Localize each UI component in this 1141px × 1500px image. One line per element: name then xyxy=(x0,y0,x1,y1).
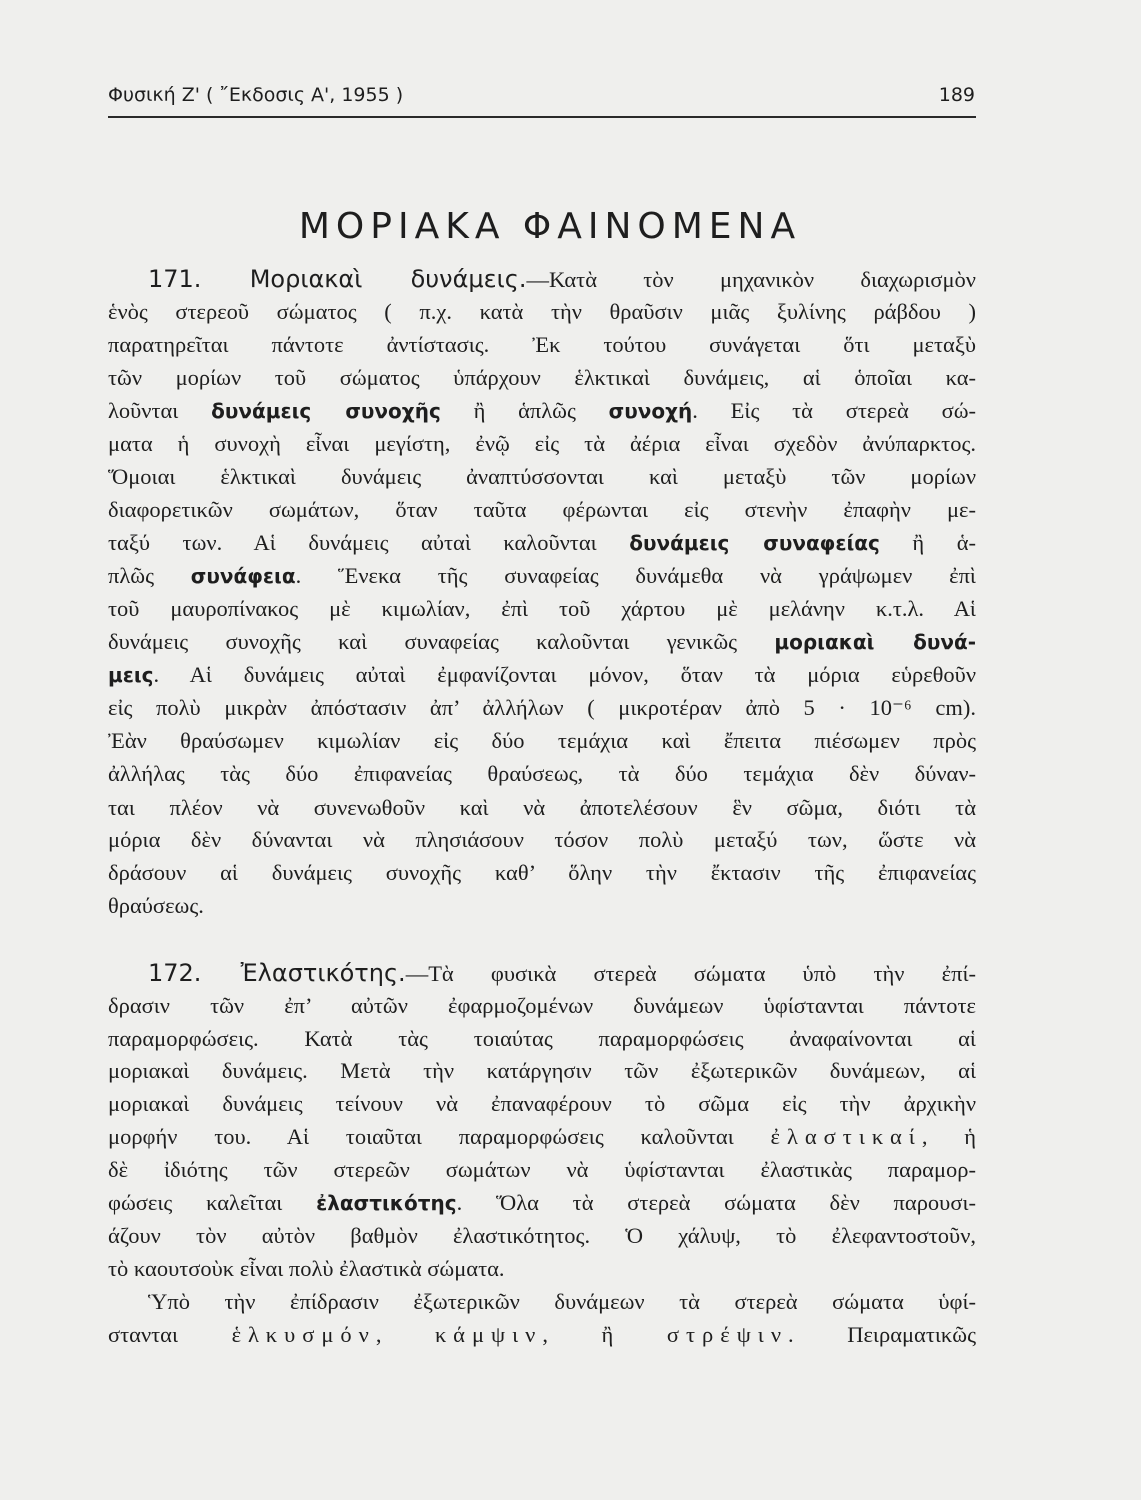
text-span: . Ἕνεκα τῆς συναφείας δυνάμεθα νὰ γράψωμεν ἐπὶ xyxy=(295,563,976,588)
text-line xyxy=(108,1122,976,1152)
text-line xyxy=(108,396,976,426)
running-header-title: Φυσική Ζ' ( ῎Εκδοσις Α', 1955 ) xyxy=(108,84,404,106)
text-span: λοῦνται xyxy=(108,398,212,423)
text-span: άζουν τὸν αὐτὸν βαθμὸν ἐλαστικότητος. Ὁ χάλυψ, τὸ ἐλεφαντοστοῦν, xyxy=(108,1223,976,1248)
bold-term: δυνάμεις συνοχῆς xyxy=(211,399,441,423)
page-number: 189 xyxy=(938,84,975,106)
text-span: μορφήν του. Αἱ τοιαῦται παραμορφώσεις καλοῦνται xyxy=(108,1124,771,1149)
text-line xyxy=(108,528,976,558)
text-span: . Εἰς τὰ στερεὰ σώ- xyxy=(692,398,977,423)
text-span: ἢ ἁ- xyxy=(879,530,976,555)
text-line xyxy=(108,958,976,989)
bold-term: δυνάμεις συναφείας xyxy=(629,531,880,555)
text-span: δρασιν τῶν ἐπ’ αὐτῶν ἐφαρμοζομένων δυνάμεων ὑφίστανται πάντοτε xyxy=(108,993,976,1018)
text-line xyxy=(108,858,976,888)
text-line xyxy=(108,1024,976,1054)
text-span: —Τὰ φυσικὰ στερεὰ σώματα ὑπὸ τὴν ἐπί- xyxy=(405,961,976,986)
text-line xyxy=(108,1221,976,1251)
text-span: παραμορφώσεις. Κατὰ τὰς τοιαύτας παραμορφώσεις ἀναφαίνονται αἱ xyxy=(108,1026,976,1051)
text-span: Ἐὰν θραύσωμεν κιμωλίαν εἰς δύο τεμάχια καὶ ἔπειτα πιέσωμεν πρὸς xyxy=(108,728,976,753)
text-span: , ἡ xyxy=(921,1124,976,1149)
bold-term: συνάφεια xyxy=(190,564,296,588)
section-heading: 172. Ἐλαστικότης. xyxy=(148,959,406,987)
text-span: ἢ ἁπλῶς xyxy=(440,398,609,423)
text-span: τὸ καουτσοὺκ εἶναι πολὺ ἐλαστικὰ σώματα. xyxy=(108,1256,505,1281)
bold-term: συνοχή xyxy=(608,399,693,423)
text-span: ταξύ των. Αἱ δυνάμεις αὐταὶ καλοῦνται xyxy=(108,530,630,555)
text-line xyxy=(108,991,976,1021)
header-rule xyxy=(108,116,976,118)
text-span: μόρια δὲν δύνανται νὰ πλησιάσουν τόσον πολὺ μεταξύ των, ὥστε νὰ xyxy=(108,827,976,852)
text-span: δυνάμεις συνοχῆς καὶ συναφείας καλοῦνται γενικῶς xyxy=(108,629,775,654)
bold-term: μοριακαὶ δυνά- xyxy=(774,630,976,654)
text-span: . Ὅλα τὰ στερεὰ σώματα δὲν παρουσι- xyxy=(456,1190,976,1215)
spaced-term: στρέψιν xyxy=(666,1322,789,1347)
text-span: , ἢ xyxy=(542,1322,667,1347)
text-span: πλῶς xyxy=(108,563,191,588)
text-line xyxy=(108,1320,976,1350)
text-line xyxy=(108,363,976,393)
text-span: εἰς πολὺ μικρὰν ἀπόστασιν ἀπ’ ἀλλήλων ( μικροτέραν ἀπὸ 5 · 10⁻⁶ cm). xyxy=(108,695,976,720)
text-line xyxy=(108,891,976,921)
text-line xyxy=(108,1089,976,1119)
text-line xyxy=(108,627,976,657)
text-span: . Πειραματικῶς xyxy=(788,1322,976,1347)
text-line xyxy=(108,495,976,525)
text-line xyxy=(108,429,976,459)
text-line xyxy=(108,1287,976,1317)
bold-term: ἐλαστικότης xyxy=(316,1191,457,1215)
text-line xyxy=(108,297,976,327)
text-line xyxy=(108,793,976,823)
text-line xyxy=(108,1056,976,1086)
text-line xyxy=(108,660,976,690)
spaced-term: ἑλκυσμόν xyxy=(231,1322,376,1347)
text-span: τῶν μορίων τοῦ σώματος ὑπάρχουν ἑλκτικαὶ δυνάμεις, αἱ ὁποῖαι κα- xyxy=(108,365,976,390)
text-line xyxy=(108,1155,976,1185)
text-line xyxy=(108,693,976,723)
text-span: δὲ ἰδιότης τῶν στερεῶν σωμάτων νὰ ὑφίστανται ἐλαστικὰς παραμορ- xyxy=(108,1157,976,1182)
text-span: δράσουν αἱ δυνάμεις συνοχῆς καθ’ ὅλην τὴν ἔκτασιν τῆς ἐπιφανείας xyxy=(108,860,976,885)
text-span: παρατηρεῖται πάντοτε ἀντίστασις. Ἐκ τούτου συνάγεται ὅτι μεταξὺ xyxy=(108,332,976,357)
text-span: , xyxy=(375,1322,436,1347)
text-span: . Αἱ δυνάμεις αὐταὶ ἐμφανίζονται μόνον, ὅταν τὰ μόρια εὑρεθοῦν xyxy=(153,662,976,687)
text-line xyxy=(108,330,976,360)
text-span: ται πλέον νὰ συνενωθοῦν καὶ νὰ ἀποτελέσουν ἓν σῶμα, διότι τὰ xyxy=(108,795,976,820)
bold-term: μεις xyxy=(108,663,154,687)
text-span: ματα ἡ συνοχὴ εἶναι μεγίστη, ἐνῷ εἰς τὰ ἀέρια εἶναι σχεδὸν ἀνύπαρκτος. xyxy=(108,431,976,456)
text-span: Ὑπὸ τὴν ἐπίδρασιν ἐξωτερικῶν δυνάμεων τὰ στερεὰ σώματα ὑφί- xyxy=(148,1289,976,1314)
text-span: τοῦ μαυροπίνακος μὲ κιμωλίαν, ἐπὶ τοῦ χάρτου μὲ μελάνην κ.τ.λ. Αἱ xyxy=(108,596,976,621)
text-span: διαφορετικῶν σωμάτων, ὅταν ταῦτα φέρωνται εἰς στενὴν ἐπαφὴν με- xyxy=(108,497,976,522)
text-line xyxy=(108,264,976,295)
text-span: μοριακαὶ δυνάμεις τείνουν νὰ ἐπαναφέρουν τὸ σῶμα εἰς τὴν ἀρχικὴν xyxy=(108,1091,976,1116)
text-span: ἀλλήλας τὰς δύο ἐπιφανείας θραύσεως, τὰ δύο τεμάχια δὲν δύναν- xyxy=(108,761,976,786)
text-span: ἑνὸς στερεοῦ σώματος ( π.χ. κατὰ τὴν θραῦσιν μιᾶς ξυλίνης ράβδου ) xyxy=(108,299,976,324)
spaced-term: κάμψιν xyxy=(435,1322,543,1347)
text-span: στανται xyxy=(108,1322,232,1347)
text-line xyxy=(108,1188,976,1218)
text-line xyxy=(108,825,976,855)
chapter-title: ΜΟΡΙΑΚΑ ΦΑΙΝΟΜΕΝΑ xyxy=(298,206,802,248)
text-line xyxy=(108,561,976,591)
section-heading: 171. Μοριακαὶ δυνάμεις. xyxy=(148,265,527,293)
text-line xyxy=(108,759,976,789)
text-span: —Κατὰ τὸν μηχανικὸν διαχωρισμὸν xyxy=(526,267,976,292)
text-span: Ὅμοιαι ἑλκτικαὶ δυνάμεις ἀναπτύσσονται καὶ μεταξὺ τῶν μορίων xyxy=(108,464,976,489)
text-span: μοριακαὶ δυνάμεις. Μετὰ τὴν κατάργησιν τῶν ἐξωτερικῶν δυνάμεων, αἱ xyxy=(108,1058,976,1083)
text-line xyxy=(108,462,976,492)
text-line xyxy=(108,726,976,756)
spaced-term: ἐλαστικαί xyxy=(770,1124,922,1149)
text-span: θραύσεως. xyxy=(108,893,204,918)
text-line xyxy=(108,594,976,624)
text-span: φώσεις καλεῖται xyxy=(108,1190,317,1215)
text-line xyxy=(108,1254,976,1284)
